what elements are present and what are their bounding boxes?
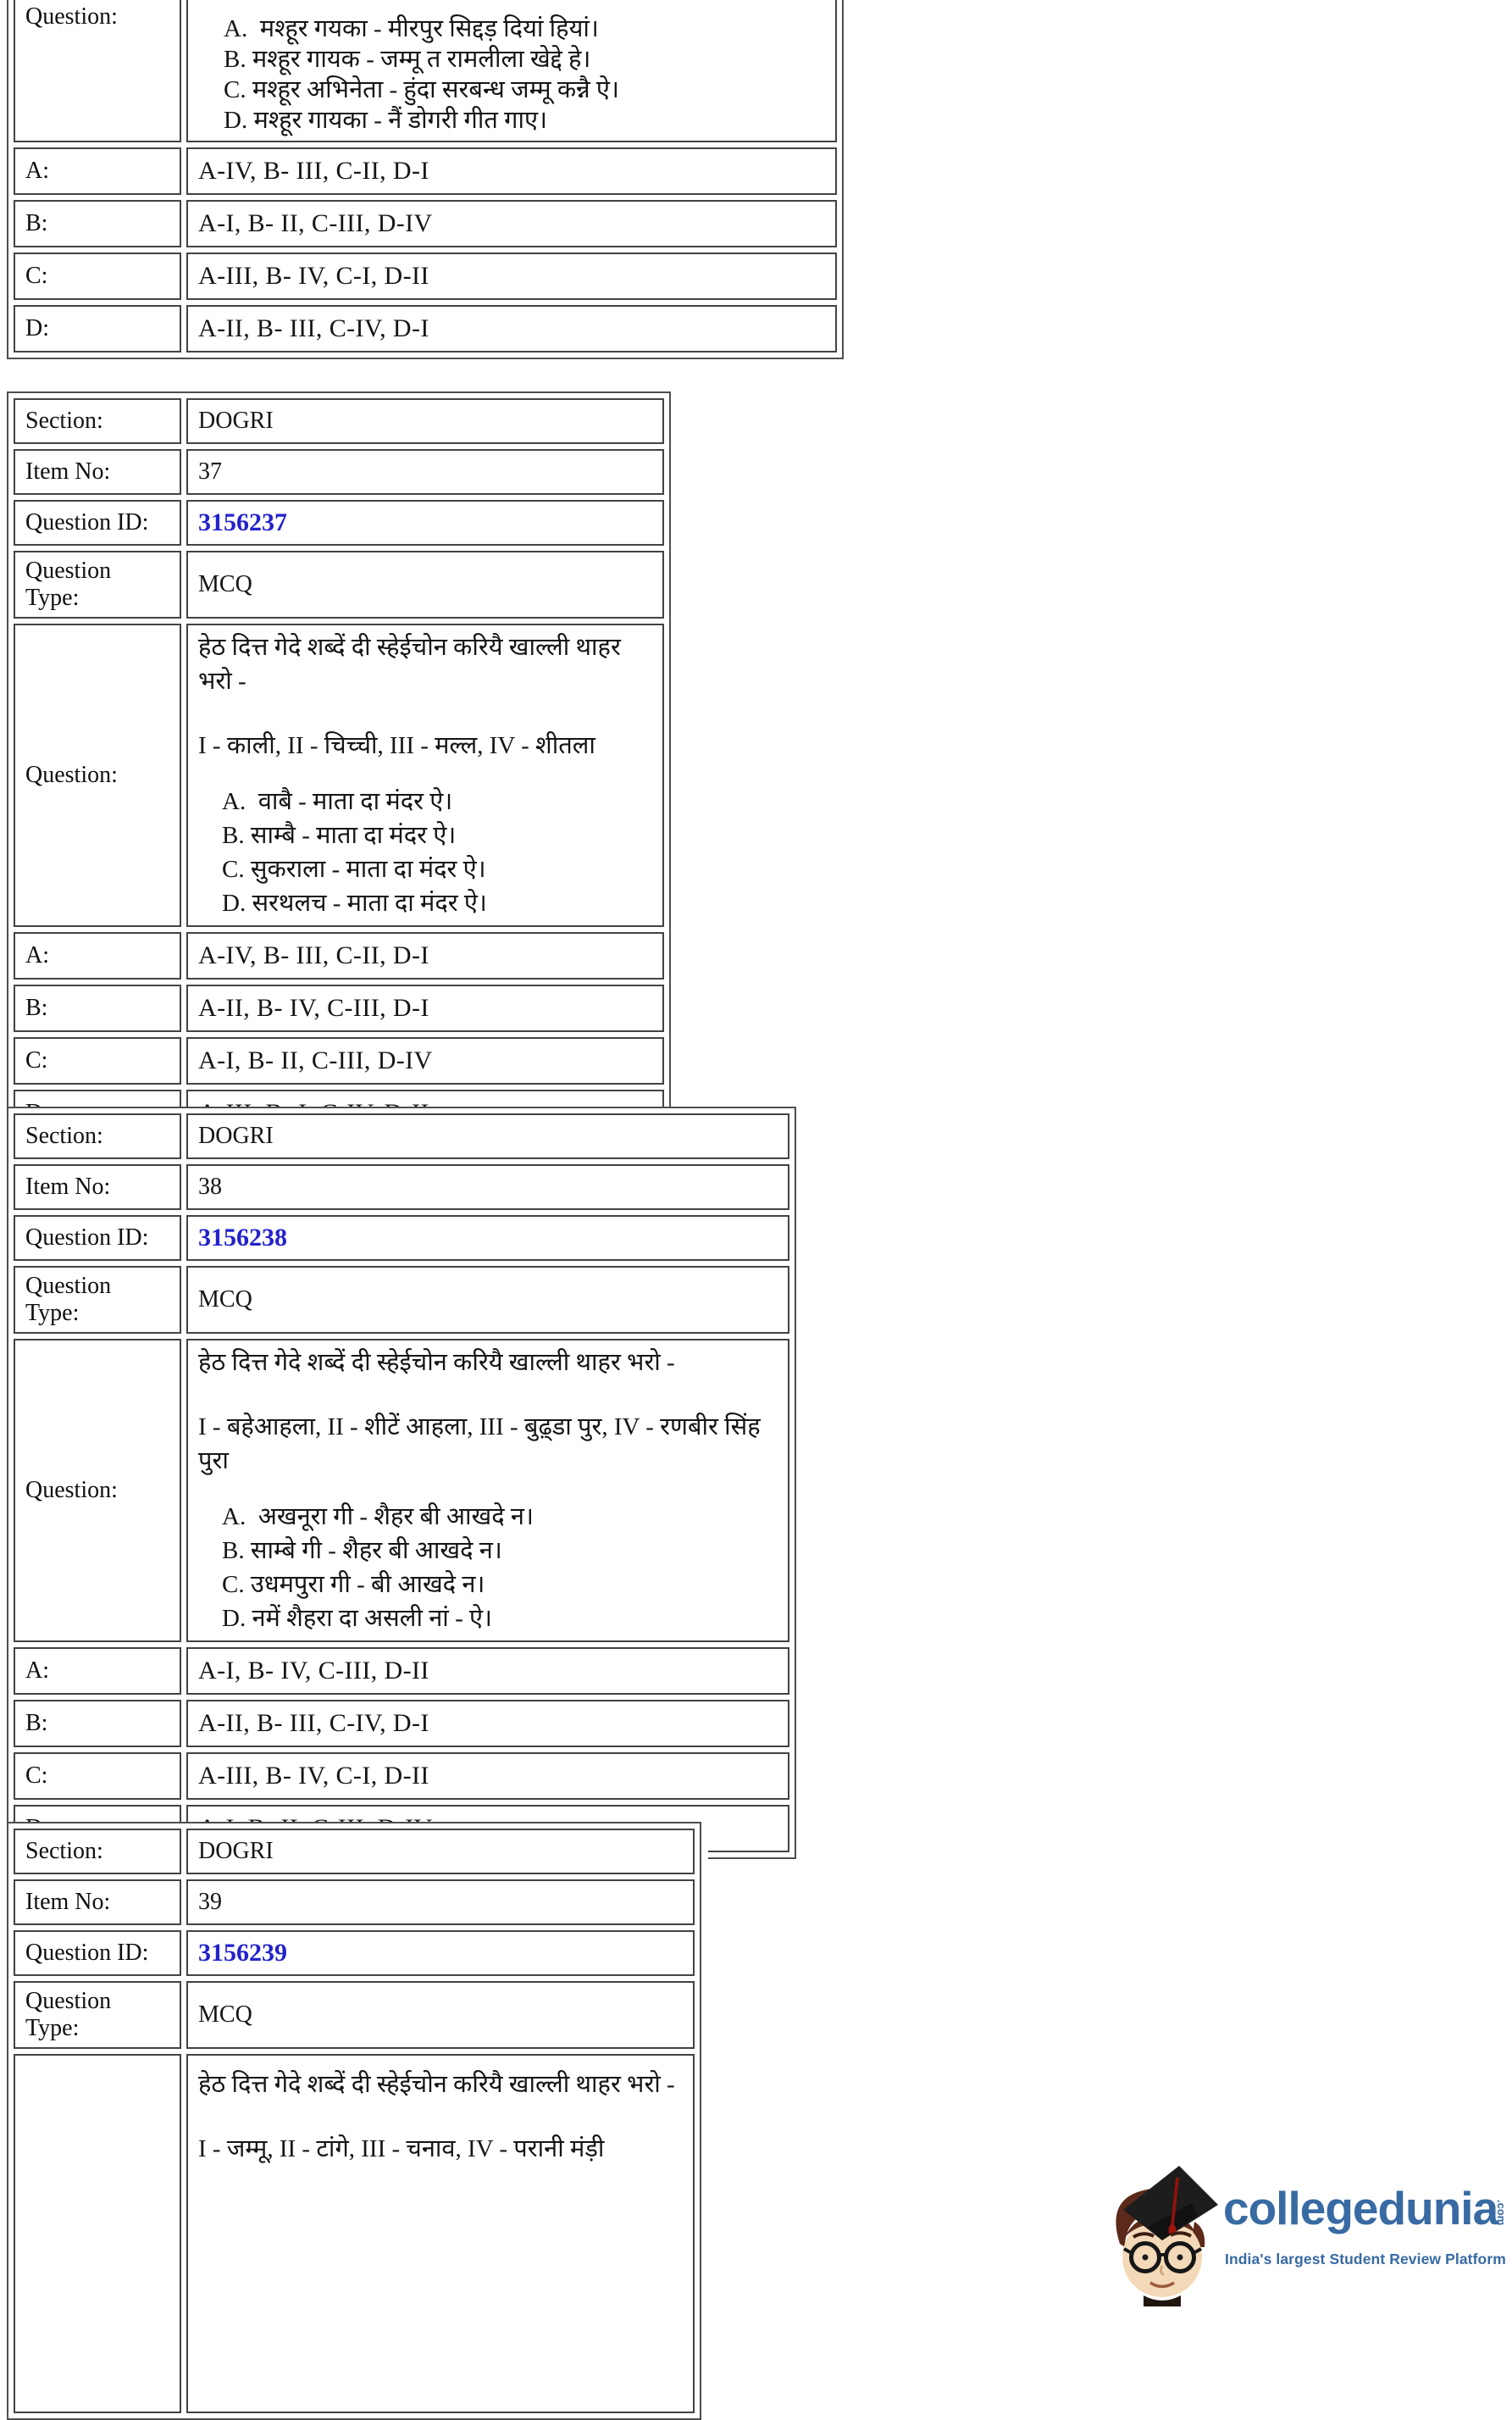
row-label: Question ID: [14, 1930, 181, 1976]
question-type-value: MCQ [186, 551, 664, 619]
question-row-label: Question: [14, 0, 181, 142]
answer-value: A-IV, B- III, C-II, D-I [186, 147, 837, 195]
question-row [14, 0, 837, 142]
question-row-label [14, 2054, 181, 2413]
question-row-label: Question: [14, 624, 181, 927]
row-label: Item No: [14, 1879, 181, 1925]
question-option-d: D. मश्हूर गायका - नैं डोगरी गीत गाए। [224, 107, 548, 134]
question-option-b: B. साम्बे गी - शैहर बी आखदे न। [222, 1537, 502, 1564]
answer-label: D: [14, 305, 181, 352]
row-label: Question Type: [14, 1981, 181, 2049]
section-row [14, 1829, 695, 1874]
question-row [14, 624, 664, 927]
answer-value: A-II, B- III, C-IV, D-I [186, 1700, 789, 1747]
question-type-value: MCQ [186, 1981, 695, 2049]
question-table [7, 391, 671, 1144]
question-intro: हेठ दित्त गेदे शब्दें दी स्हेईचोन करियै खाल्ली थाहर भरो - [198, 634, 621, 695]
question-option-a: A. अखनूरा गी - शैहर बी आखदे न। [222, 1503, 534, 1530]
question-id-cell [186, 500, 664, 546]
row-label: Item No: [14, 449, 181, 495]
collegedunia-mascot-icon [1094, 2159, 1221, 2306]
answer-value: A-II, B- IV, C-III, D-I [186, 985, 664, 1032]
answer-row-c [14, 1037, 664, 1085]
question-cell [186, 624, 664, 927]
question-table [7, 1107, 796, 1859]
question-row [14, 2054, 695, 2413]
question-id-row [14, 1215, 789, 1261]
question-id-value: 3156237 [198, 508, 287, 536]
collegedunia-tld: .com [1495, 2200, 1508, 2226]
row-label: Question ID: [14, 500, 181, 546]
question-option-a: A. वाबै - माता दा मंदर ऐ। [222, 788, 453, 815]
answer-label: B: [14, 200, 181, 247]
question-id-cell [186, 1215, 789, 1261]
answer-label: A: [14, 1647, 181, 1695]
item-no-value: 37 [186, 449, 664, 495]
answer-row-b [14, 985, 664, 1032]
question-matching-list: I - काली, II - चिच्ची, III - मल्ल, IV - शीतला [198, 732, 595, 759]
section-row [14, 1113, 789, 1159]
question-table-item37 [7, 391, 678, 1080]
question-id-value: 3156239 [198, 1939, 287, 1967]
section-value: DOGRI [186, 398, 664, 444]
question-options [198, 785, 652, 920]
question-options [198, 0, 825, 136]
answer-value: A-III, B- IV, C-I, D-II [186, 1752, 789, 1800]
answer-row-b [14, 1700, 789, 1747]
answer-label: C: [14, 1037, 181, 1085]
item-no-row [14, 449, 664, 495]
question-type-row [14, 1981, 695, 2049]
question-matching-list: I - बहेआहला, II - शीटें आहला, III - बुढ़्डा पुर, IV - रणबीर सिंह पुरा [198, 1413, 761, 1474]
question-row [14, 1339, 789, 1642]
row-label: Section: [14, 1829, 181, 1874]
question-id-value: 3156238 [198, 1224, 287, 1252]
item-no-value: 39 [186, 1879, 695, 1925]
question-content [198, 2061, 683, 2406]
question-row-label: Question: [14, 1339, 181, 1642]
answer-label: C: [14, 1752, 181, 1800]
answer-value: A-II, B- III, C-IV, D-I [186, 305, 837, 352]
collegedunia-logo [1094, 2159, 1508, 2306]
question-type-row [14, 551, 664, 619]
row-label: Section: [14, 1113, 181, 1159]
question-type-row [14, 1266, 789, 1334]
answer-value: A-IV, B- III, C-II, D-I [186, 932, 664, 980]
collegedunia-tagline: India's largest Student Review Platform [1225, 2251, 1506, 2267]
answer-row-a [14, 147, 837, 195]
collegedunia-wordmark: collegedunia [1223, 2182, 1498, 2234]
section-row [14, 398, 664, 444]
section-value: DOGRI [186, 1829, 695, 1874]
question-id-cell [186, 1930, 695, 1976]
row-label: Question Type: [14, 1266, 181, 1334]
question-table [7, 1822, 701, 2420]
question-option-d: D. सरथलच - माता दा मंदर ऐ। [222, 890, 487, 917]
row-label: Question ID: [14, 1215, 181, 1261]
answer-row-c [14, 1752, 789, 1800]
answer-label: A: [14, 932, 181, 980]
answer-value: A-I, B- II, C-III, D-IV [186, 1037, 664, 1085]
answer-label: B: [14, 985, 181, 1032]
question-option-b: B. मश्हूर गायक - जम्मू त रामलीला खेद्दे हे। [224, 46, 591, 73]
question-content [198, 1346, 778, 1635]
item-no-value: 38 [186, 1164, 789, 1210]
question-cell [186, 2054, 695, 2413]
item-no-row [14, 1879, 695, 1925]
question-intro: हेठ दित्त गेदे शब्दें दी स्हेईचोन करियै खाल्ली थाहर भरो - [198, 2071, 675, 2098]
answer-label: C: [14, 253, 181, 300]
question-option-b: B. साम्बै - माता दा मंदर ऐ। [222, 822, 457, 849]
answer-label: B: [14, 1700, 181, 1747]
answer-label: A: [14, 147, 181, 195]
answer-row-b [14, 200, 837, 247]
question-option-d: D. नमें शैहरा दा असली नां - ऐ। [222, 1605, 493, 1632]
answer-value: A-I, B- II, C-III, D-IV [186, 200, 837, 247]
question-matching-list: I - जम्मू, II - टांगे, III - चनाव, IV - परानी मंड़ी [198, 2135, 605, 2162]
item-no-row [14, 1164, 789, 1210]
answer-row-c [14, 253, 837, 300]
question-option-c: C. उधमपुरा गी - बी आखदे न। [222, 1571, 485, 1598]
question-table-item36-partial [7, 0, 854, 367]
row-label: Item No: [14, 1164, 181, 1210]
row-label: Section: [14, 398, 181, 444]
question-option-a: A. मश्हूर गयका - मीरपुर सिद्दड़ दियां हियां। [224, 15, 599, 42]
answer-value: A-I, B- IV, C-III, D-II [186, 1647, 789, 1695]
question-id-row [14, 500, 664, 546]
question-content [198, 630, 652, 920]
question-cell [186, 0, 837, 142]
answer-row-a [14, 932, 664, 980]
answer-row-d [14, 305, 837, 352]
row-label: Question Type: [14, 551, 181, 619]
question-type-value: MCQ [186, 1266, 789, 1334]
question-option-c: C. सुकराला - माता दा मंदर ऐ। [222, 856, 486, 883]
answer-value: A-III, B- IV, C-I, D-II [186, 253, 837, 300]
question-option-c: C. मश्हूर अभिनेता - हुंदा सरबन्ध जम्मू कन्नै ऐ। [224, 76, 619, 103]
question-id-row [14, 1930, 695, 1976]
answer-row-a [14, 1647, 789, 1695]
question-table [7, 0, 844, 359]
question-intro: हेठ दित्त गेदे शब्दें दी स्हेईचोन करियै खाल्ली थाहर भरो - [198, 1349, 675, 1376]
question-options [198, 1500, 778, 1635]
question-table-item39-partial [7, 1822, 708, 2162]
section-value: DOGRI [186, 1113, 789, 1159]
question-cell [186, 1339, 789, 1642]
question-table-item38 [7, 1107, 803, 1807]
